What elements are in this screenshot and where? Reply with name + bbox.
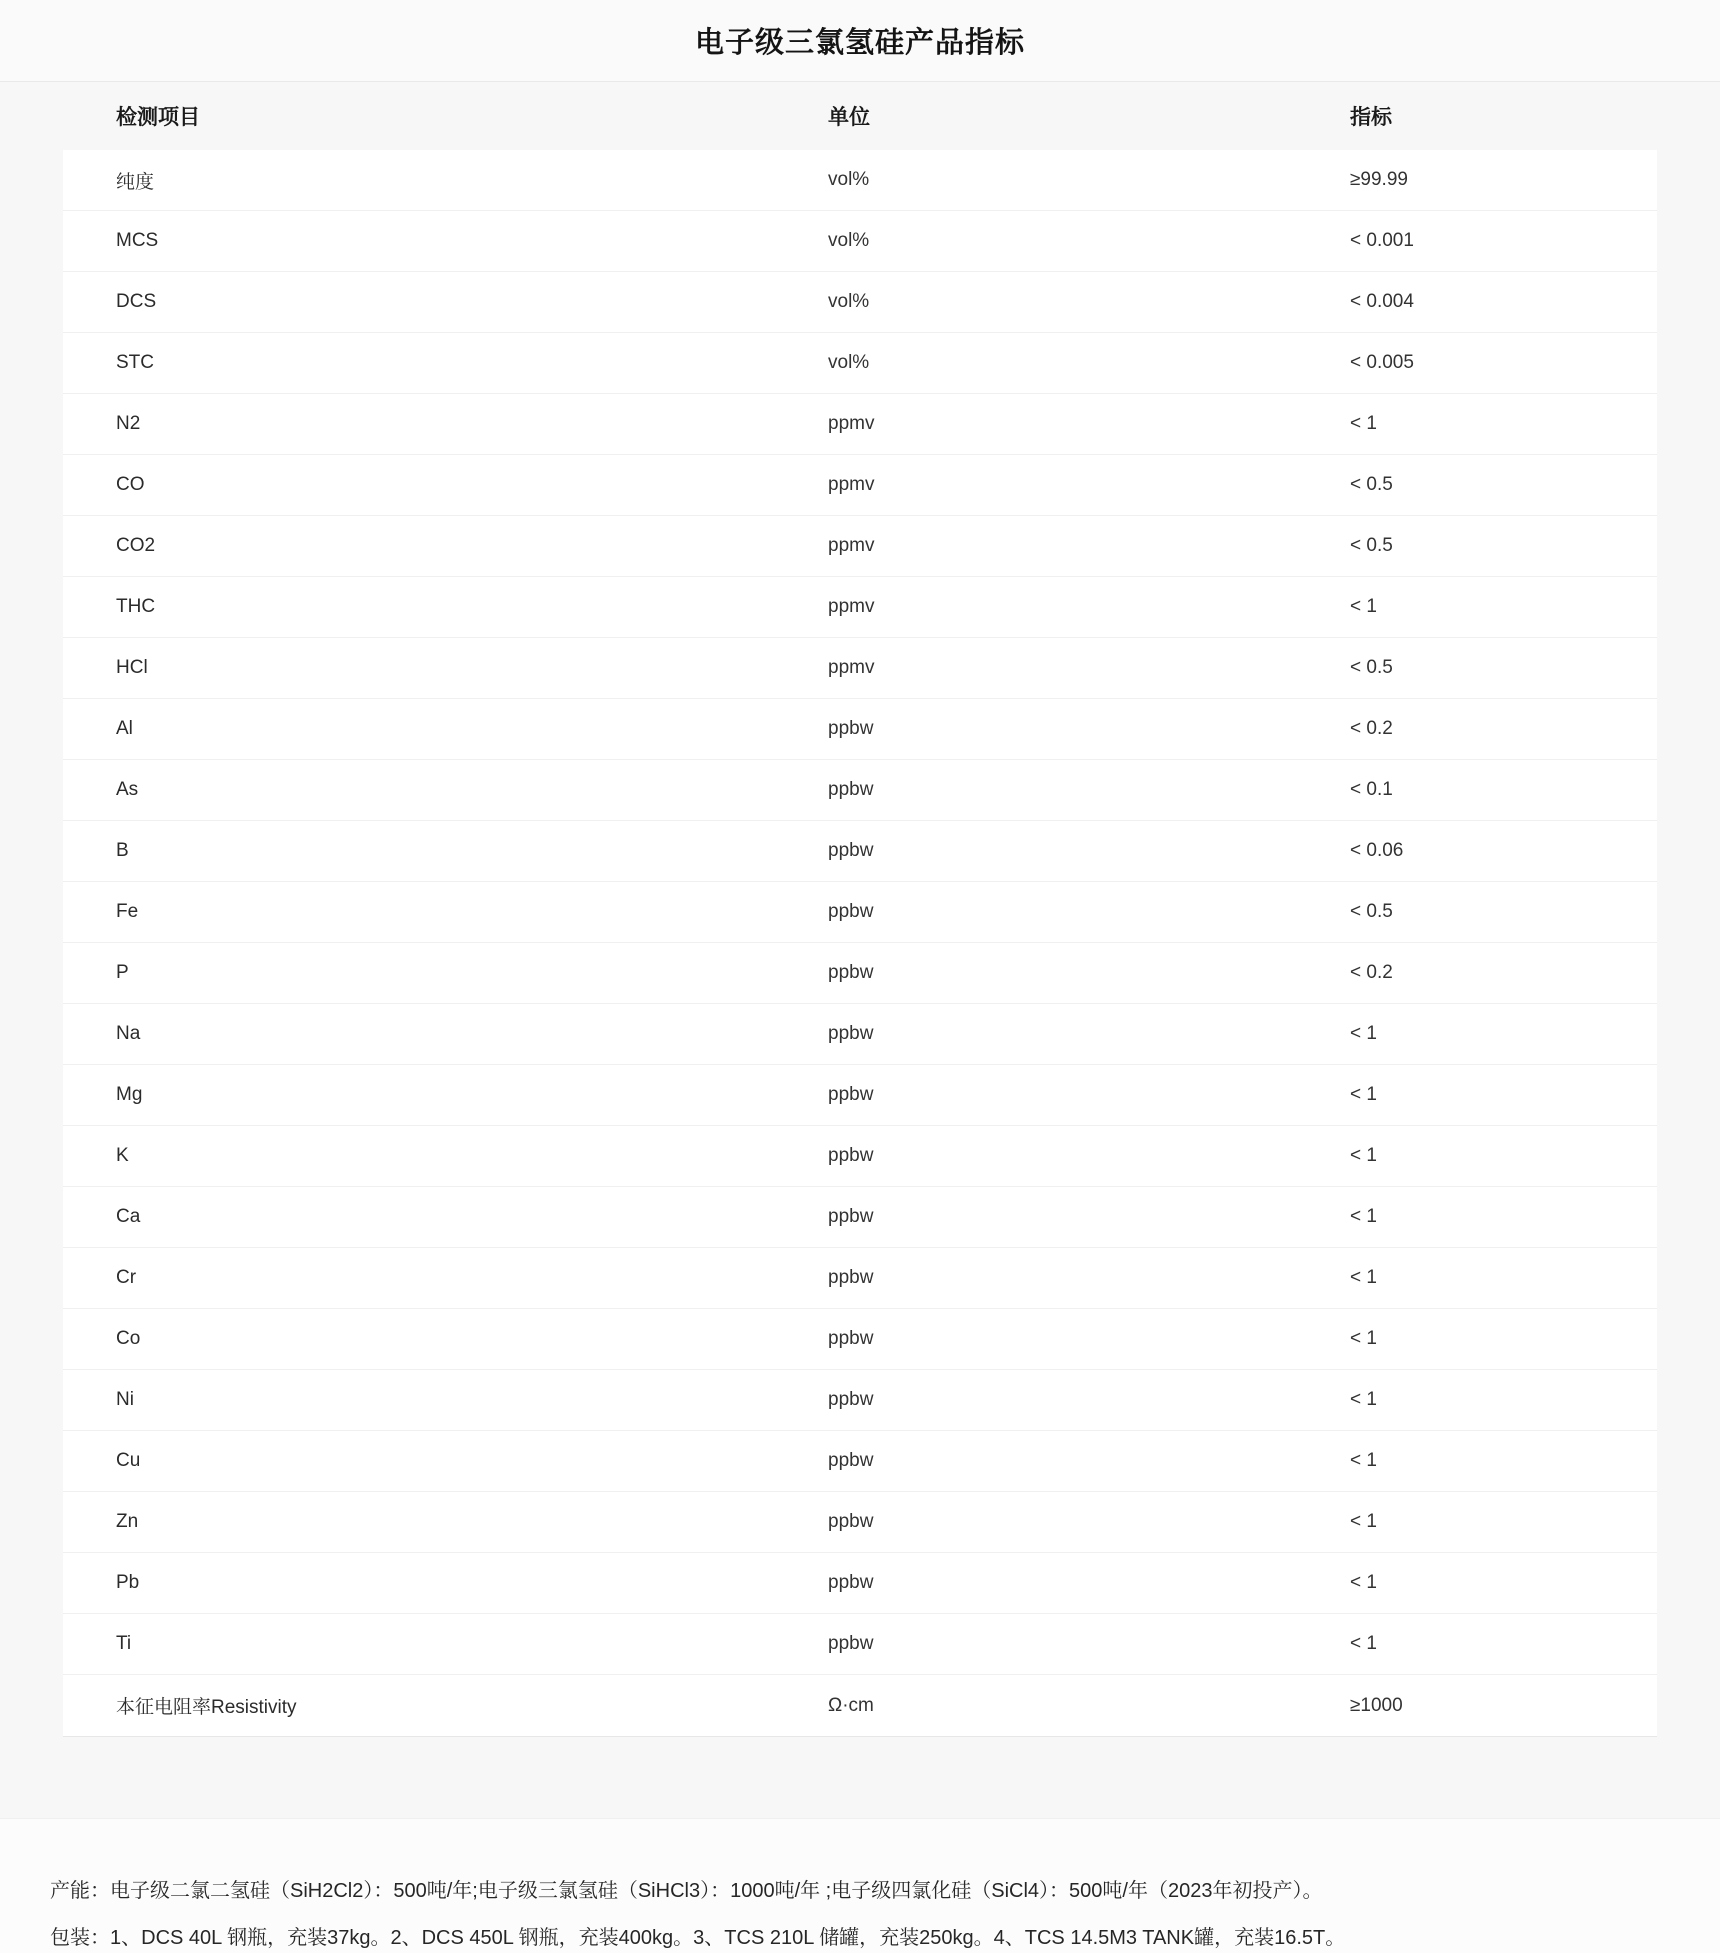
row-item-cell: Ni (116, 1389, 134, 1410)
row-unit-cell: ppbw (828, 1511, 874, 1532)
row-item-cell: STC (116, 352, 154, 373)
row-item-cell: 纯度 (116, 171, 155, 193)
table-row (63, 1065, 1657, 1126)
row-item-cell: Pb (116, 1572, 140, 1593)
row-spec-cell: < 1 (1350, 1206, 1377, 1227)
row-unit-cell: ppbw (828, 1389, 874, 1410)
row-item-cell: Fe (116, 901, 139, 922)
row-spec-cell: ≥1000 (1350, 1694, 1403, 1716)
row-unit-cell: ppbw (828, 718, 874, 739)
row-unit-cell: ppbw (828, 1145, 874, 1166)
row-unit-cell: ppbw (828, 1450, 874, 1471)
row-unit-cell: vol% (828, 230, 870, 251)
table-row (63, 1431, 1657, 1492)
table-header-row (63, 82, 1657, 150)
table-row (63, 150, 1657, 211)
row-item-cell: Cr (116, 1267, 137, 1288)
table-row (63, 638, 1657, 699)
table-row (63, 1614, 1657, 1675)
row-spec-cell: < 1 (1350, 1328, 1377, 1349)
row-spec-cell: < 1 (1350, 1267, 1377, 1288)
table-row (63, 1492, 1657, 1553)
row-unit-cell: ppbw (828, 1267, 874, 1288)
row-item-cell: CO (116, 474, 145, 495)
row-spec-cell: < 1 (1350, 413, 1377, 434)
row-item-cell: CO2 (116, 535, 156, 556)
table-row (63, 1553, 1657, 1614)
table-row (63, 882, 1657, 943)
table-row (63, 1248, 1657, 1309)
table-body (63, 150, 1657, 1737)
row-unit-cell: ppbw (828, 1084, 874, 1105)
row-unit-cell: ppmv (828, 657, 875, 678)
row-unit-cell: ppbw (828, 1633, 874, 1654)
row-unit-cell: ppbw (828, 962, 874, 983)
row-spec-cell: < 0.5 (1350, 901, 1393, 922)
row-spec-cell: < 0.005 (1350, 352, 1414, 373)
table-row (63, 333, 1657, 394)
table-row (63, 211, 1657, 272)
table-row (63, 577, 1657, 638)
row-unit-cell: vol% (828, 169, 870, 190)
row-spec-cell: < 1 (1350, 596, 1377, 617)
row-unit-cell: ppmv (828, 413, 875, 434)
row-spec-cell: < 1 (1350, 1023, 1377, 1044)
table-row (63, 455, 1657, 516)
table-row (63, 1126, 1657, 1187)
row-item-cell: THC (116, 596, 156, 617)
footer-notes (0, 1818, 1720, 1953)
row-item-cell: Na (116, 1023, 141, 1044)
row-item-cell: DCS (116, 291, 157, 312)
row-unit-cell: ppbw (828, 1328, 874, 1349)
row-spec-cell: < 1 (1350, 1145, 1377, 1166)
header-spec: 指标 (1350, 106, 1392, 129)
row-item-cell: 本征电阻率Resistivity (116, 1697, 297, 1718)
row-item-cell: MCS (116, 230, 159, 251)
row-spec-cell: < 0.001 (1350, 230, 1414, 251)
row-unit-cell: ppbw (828, 1572, 874, 1593)
row-item-cell: Cu (116, 1450, 141, 1471)
row-item-cell: N2 (116, 413, 141, 434)
row-spec-cell: < 0.004 (1350, 291, 1414, 312)
table-row (63, 943, 1657, 1004)
row-unit-cell: ppmv (828, 535, 875, 556)
row-item-cell: K (116, 1145, 129, 1166)
row-unit-cell: ppmv (828, 474, 875, 495)
row-item-cell: Ca (116, 1206, 141, 1227)
page-title: 电子级三氯氢硅产品指标 (694, 27, 1025, 59)
row-unit-cell: ppbw (828, 779, 874, 800)
table-row (63, 1187, 1657, 1248)
table-row (63, 821, 1657, 882)
table-row (63, 1675, 1657, 1736)
table-row (63, 699, 1657, 760)
header-unit: 单位 (828, 106, 870, 129)
row-item-cell: As (116, 779, 139, 800)
row-item-cell: Ti (116, 1633, 132, 1654)
row-spec-cell: < 0.2 (1350, 718, 1393, 739)
row-spec-cell: ≥99.99 (1350, 169, 1408, 190)
row-spec-cell: < 1 (1350, 1633, 1377, 1654)
capacity-note: 产能：电子级二氯二氢硅（SiH2Cl2）：500吨/年;电子级三氯氢硅（SiHCl3）：1000吨/年 ;电子级四氯化硅（SiCl4）：500吨/年（2023年初投产）。 (50, 1880, 1323, 1902)
row-spec-cell: < 0.5 (1350, 535, 1393, 556)
row-item-cell: Mg (116, 1084, 143, 1105)
row-unit-cell: ppbw (828, 901, 874, 922)
table-row (63, 1309, 1657, 1370)
row-unit-cell: vol% (828, 291, 870, 312)
row-item-cell: B (116, 840, 129, 861)
row-unit-cell: ppbw (828, 1206, 874, 1227)
row-unit-cell: ppmv (828, 596, 875, 617)
row-unit-cell: Ω·cm (828, 1694, 874, 1716)
spec-table (63, 82, 1657, 1737)
row-unit-cell: vol% (828, 352, 870, 373)
row-item-cell: Zn (116, 1511, 139, 1532)
row-spec-cell: < 1 (1350, 1572, 1377, 1593)
row-item-cell: HCl (116, 657, 148, 678)
row-unit-cell: ppbw (828, 1023, 874, 1044)
row-spec-cell: < 0.5 (1350, 657, 1393, 678)
table-row (63, 516, 1657, 577)
header-item: 检测项目 (116, 106, 200, 129)
table-row (63, 760, 1657, 821)
row-item-cell: Co (116, 1328, 141, 1349)
row-spec-cell: < 1 (1350, 1511, 1377, 1532)
row-spec-cell: < 0.2 (1350, 962, 1393, 983)
row-spec-cell: < 0.06 (1350, 840, 1404, 861)
row-spec-cell: < 1 (1350, 1450, 1377, 1471)
row-spec-cell: < 1 (1350, 1389, 1377, 1410)
row-spec-cell: < 1 (1350, 1084, 1377, 1105)
packaging-note: 包装：1、DCS 40L 钢瓶，充装37kg。2、DCS 450L 钢瓶，充装400kg。3、TCS 210L 储罐，充装250kg。4、TCS 14.5M3 TANK罐，充装16.5T。 (50, 1927, 1346, 1949)
table-row (63, 272, 1657, 333)
table-row (63, 1004, 1657, 1065)
row-unit-cell: ppbw (828, 840, 874, 861)
row-spec-cell: < 0.5 (1350, 474, 1393, 495)
table-row (63, 1370, 1657, 1431)
row-item-cell: P (116, 962, 129, 983)
table-row (63, 394, 1657, 455)
row-spec-cell: < 0.1 (1350, 779, 1393, 800)
row-item-cell: Al (116, 718, 133, 739)
title-bar (0, 0, 1720, 82)
